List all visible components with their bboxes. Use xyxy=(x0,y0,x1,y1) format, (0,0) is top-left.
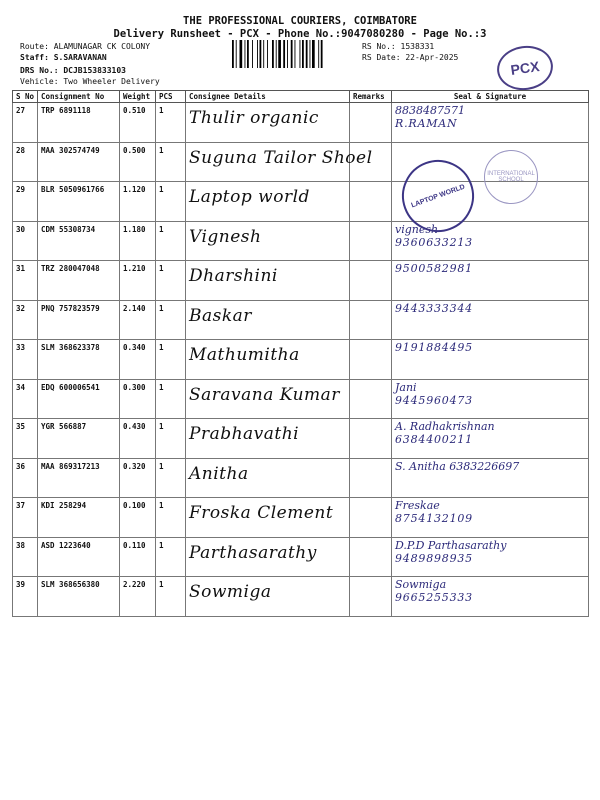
row-weight: 0.500 xyxy=(120,142,156,182)
row-weight: 1.120 xyxy=(120,182,156,222)
signature-text: A. Radhakrishnan xyxy=(395,420,495,433)
row-consignment-no: BLR 5050961766 xyxy=(38,182,120,222)
row-consignment-no: TRZ 280047048 xyxy=(38,261,120,301)
row-seal-signature xyxy=(392,577,589,617)
row-remarks xyxy=(350,300,392,340)
col-header-weight: Weight xyxy=(120,91,156,103)
table-row xyxy=(13,537,589,577)
row-remarks xyxy=(350,419,392,459)
signature-phone: 8754132109 xyxy=(395,512,473,525)
table-row xyxy=(13,300,589,340)
row-sno: 36 xyxy=(13,458,38,498)
row-consignee xyxy=(186,458,350,498)
row-sno: 27 xyxy=(13,103,38,143)
row-remarks xyxy=(350,577,392,617)
col-header-pcs: PCS xyxy=(156,91,186,103)
row-consignee xyxy=(186,340,350,380)
row-pcs: 1 xyxy=(156,300,186,340)
row-pcs: 1 xyxy=(156,379,186,419)
row-seal-signature xyxy=(392,340,589,380)
signature-text: Sowmiga xyxy=(395,578,447,591)
row-seal-signature xyxy=(392,419,589,459)
consignee-handwriting: Baskar xyxy=(189,305,252,326)
drs-number: DCJB15383310​3 xyxy=(63,66,126,75)
vehicle-text: Vehicle: Two Wheeler Delivery xyxy=(20,77,160,86)
row-pcs: 1 xyxy=(156,261,186,301)
route-text: Route: ALAMUNAGAR CK COLONY xyxy=(20,42,151,51)
row-consignment-no: SLM 368656380 xyxy=(38,577,120,617)
consignee-handwriting: Thulir organic xyxy=(189,108,319,128)
table-row xyxy=(13,340,589,380)
col-header-consignee: Consignee Details xyxy=(186,91,350,103)
row-weight: 0.340 xyxy=(120,340,156,380)
consignee-handwriting: Vignesh xyxy=(189,226,262,247)
signature-phone: 9489898935 xyxy=(395,551,473,565)
signature-text: D.P.D Parthasarathy xyxy=(395,538,507,552)
row-remarks xyxy=(350,182,392,222)
row-seal-signature xyxy=(392,537,589,577)
staff-name: S.SARAVANAN xyxy=(53,53,107,62)
row-seal-signature xyxy=(392,498,589,538)
row-remarks xyxy=(350,103,392,143)
signature-phone: R.RAMAN xyxy=(395,117,458,130)
row-weight: 2.220 xyxy=(120,577,156,617)
row-weight: 0.110 xyxy=(120,537,156,577)
row-sno: 38 xyxy=(13,537,38,577)
row-sno: 32 xyxy=(13,300,38,340)
staff-text xyxy=(20,53,107,62)
staff-label: Staff: xyxy=(20,53,54,62)
row-consignment-no: PNQ 757823579 xyxy=(38,300,120,340)
row-seal-signature xyxy=(392,103,589,143)
school-stamp: INTERNATIONAL SCHOOL xyxy=(484,150,538,204)
row-pcs: 1 xyxy=(156,340,186,380)
row-sno: 29 xyxy=(13,182,38,222)
row-pcs: 1 xyxy=(156,103,186,143)
row-sno: 28 xyxy=(13,142,38,182)
row-sno: 30 xyxy=(13,221,38,261)
col-header-consignment: Consignment No xyxy=(38,91,120,103)
drs-label: DRS No.: xyxy=(20,66,64,75)
signature-phone: 6384400211 xyxy=(395,433,473,446)
laptop-world-stamp: LAPTOP WORLD xyxy=(392,150,484,242)
row-sno: 33 xyxy=(13,340,38,380)
consignee-handwriting: Froska Clement xyxy=(189,503,334,523)
row-consignment-no: ASD 1223640 xyxy=(38,537,120,577)
row-sno: 34 xyxy=(13,379,38,419)
row-remarks xyxy=(350,537,392,577)
consignee-handwriting: Anitha xyxy=(189,463,249,484)
row-remarks xyxy=(350,221,392,261)
consignee-handwriting: Prabhavathi xyxy=(189,424,300,444)
row-sno: 35 xyxy=(13,419,38,459)
row-pcs: 1 xyxy=(156,537,186,577)
table-row xyxy=(13,458,589,498)
row-remarks xyxy=(350,498,392,538)
row-consignment-no: YGR 566887 xyxy=(38,419,120,459)
row-seal-signature xyxy=(392,379,589,419)
company-title: THE PROFESSIONAL COURIERS, COIMBATORE xyxy=(183,15,417,27)
row-consignee xyxy=(186,577,350,617)
signature-phone: 9360633213 xyxy=(395,235,473,249)
row-pcs: 1 xyxy=(156,419,186,459)
row-remarks xyxy=(350,261,392,301)
consignee-handwriting: Saravana Kumar xyxy=(189,384,340,405)
signature-phone: 9191884495 xyxy=(395,341,473,354)
row-remarks xyxy=(350,458,392,498)
table-row xyxy=(13,419,589,459)
row-seal-signature xyxy=(392,300,589,340)
signature-text: vignesh xyxy=(395,222,439,236)
table-row xyxy=(13,379,589,419)
table-row xyxy=(13,577,589,617)
row-consignee xyxy=(186,221,350,261)
row-consignee xyxy=(186,182,350,222)
row-consignment-no: TRP 6891118 xyxy=(38,103,120,143)
table-row xyxy=(13,221,589,261)
row-consignment-no: MAA 869317213 xyxy=(38,458,120,498)
rs-number: RS No.: 1538331 xyxy=(362,42,435,51)
table-row xyxy=(13,498,589,538)
row-consignment-no: CDM 55308734 xyxy=(38,221,120,261)
consignee-handwriting: Sowmiga xyxy=(189,582,272,602)
row-consignment-no: SLM 368623378 xyxy=(38,340,120,380)
row-consignee xyxy=(186,261,350,301)
row-sno: 37 xyxy=(13,498,38,538)
row-weight: 1.210 xyxy=(120,261,156,301)
rs-date: RS Date: 22-Apr-2025 xyxy=(362,53,459,62)
row-seal-signature xyxy=(392,458,589,498)
consignee-handwriting: Parthasarathy xyxy=(189,542,317,563)
table-header-row xyxy=(13,91,589,103)
row-pcs: 1 xyxy=(156,577,186,617)
consignee-handwriting: Mathumitha xyxy=(189,345,300,365)
row-weight: 0.430 xyxy=(120,419,156,459)
signature-text: Freskae xyxy=(395,499,440,512)
col-header-seal: Seal & Signature xyxy=(392,91,589,103)
signature-phone: 9443333344 xyxy=(395,301,473,315)
row-consignee xyxy=(186,142,373,182)
row-pcs: 1 xyxy=(156,458,186,498)
row-seal-signature xyxy=(392,261,589,301)
col-header-remarks: Remarks xyxy=(350,91,392,103)
row-consignee xyxy=(186,379,350,419)
consignee-handwriting: Dharshini xyxy=(189,266,278,286)
row-consignment-no: EDQ 600006541 xyxy=(38,379,120,419)
row-consignee xyxy=(186,300,350,340)
row-consignee xyxy=(186,498,350,538)
row-consignee xyxy=(186,103,350,143)
table-row xyxy=(13,103,589,143)
signature-text: Jani xyxy=(395,380,417,394)
row-consignee xyxy=(186,537,350,577)
drs-text xyxy=(20,66,126,75)
row-pcs: 1 xyxy=(156,182,186,222)
row-remarks xyxy=(350,379,392,419)
consignee-handwriting: Laptop world xyxy=(189,187,310,207)
row-weight: 1.180 xyxy=(120,221,156,261)
table-row xyxy=(13,261,589,301)
row-sno: 31 xyxy=(13,261,38,301)
row-weight: 0.300 xyxy=(120,379,156,419)
row-remarks xyxy=(350,340,392,380)
signature-phone: 9445960473 xyxy=(395,393,473,407)
row-sno: 39 xyxy=(13,577,38,617)
consignee-handwriting: Suguna Tailor Shoel xyxy=(189,147,373,168)
runsheet-subtitle: Delivery Runsheet - PCX - Phone No.:9047080280 - Page No.:3 xyxy=(113,28,487,40)
row-consignment-no: KDI 258294 xyxy=(38,498,120,538)
col-header-sno: S No xyxy=(13,91,38,103)
pcx-stamp: PCX xyxy=(494,42,556,93)
row-consignment-no: MAA 302574749 xyxy=(38,142,120,182)
signature-text: S. Anitha 6383226697 xyxy=(395,459,520,473)
row-weight: 0.100 xyxy=(120,498,156,538)
signature-phone: 9665255333 xyxy=(395,591,473,604)
barcode-image xyxy=(232,40,354,68)
row-weight: 0.320 xyxy=(120,458,156,498)
row-consignee xyxy=(186,419,350,459)
signature-text: 8838487571 xyxy=(395,104,465,117)
row-weight: 2.140 xyxy=(120,300,156,340)
row-pcs: 1 xyxy=(156,498,186,538)
row-weight: 0.510 xyxy=(120,103,156,143)
row-pcs: 1 xyxy=(156,142,186,182)
signature-phone: 9500582981 xyxy=(395,262,473,275)
row-pcs: 1 xyxy=(156,221,186,261)
